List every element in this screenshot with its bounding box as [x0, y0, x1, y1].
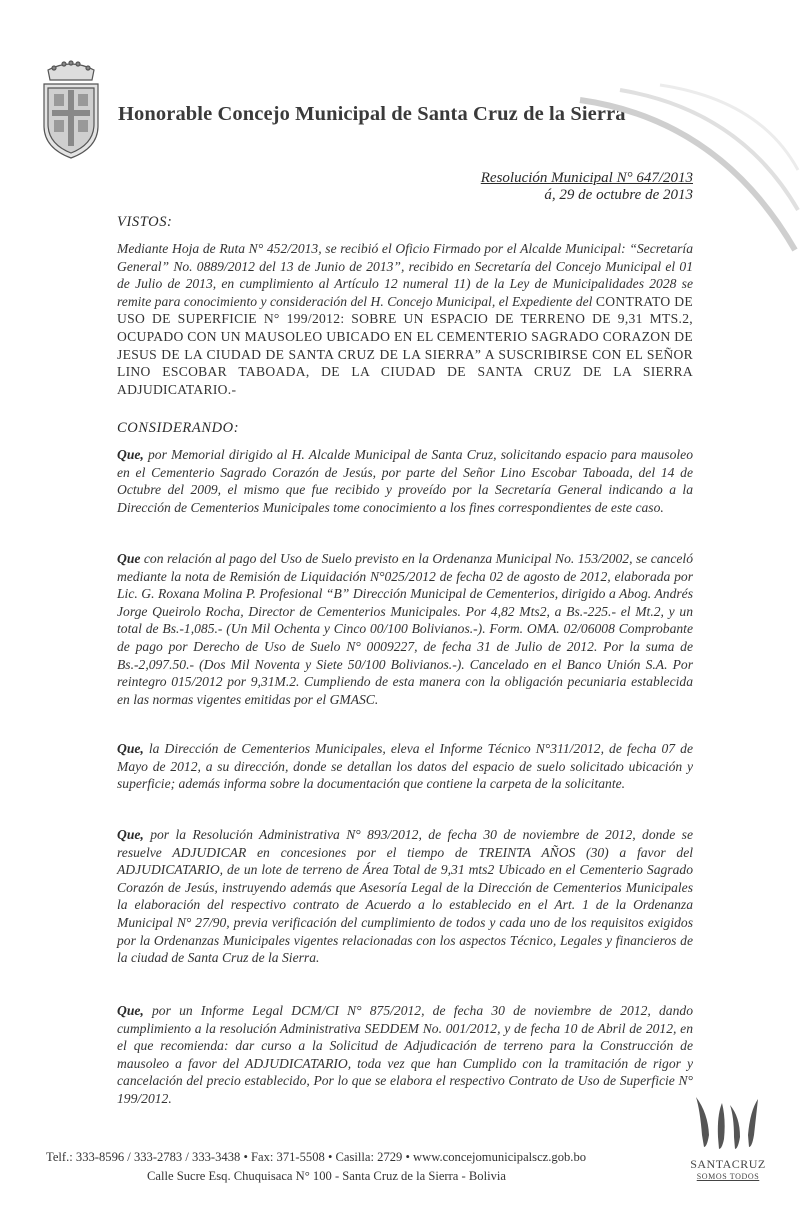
considerando-paragraph-2: [117, 550, 693, 708]
decorative-swoosh: [560, 60, 800, 260]
paragraph-lead: Que,: [117, 1003, 144, 1018]
paragraph-text: por un Informe Legal DCM/CI N° 875/2012, de fecha 30 de noviembre de 2012, dando cumplimiento a la resolución Administrativa SEDDEM No. 001/2012, y de fecha 10 de Abril de 2012, en el que recomienda: dar curso a la Solicitud de Adjudicación de terreno para la Construcción de mausoleo a favor del ADJUDICATARIO, toda vez que han Cumplido con la tramitación de rigor y cancelación del precio establecido, Por lo que se elabora el respectivo Contrato de Uso de Superficie N° 199/2012.: [117, 1003, 693, 1106]
vistos-contract-caps: CONTRATO DE USO DE SUPERFICIE N° 199/2012: SOBRE UN ESPACIO DE TERRENO DE 9,31 MTS.2, OCUPADO CON UN MAUSOLEO UBICADO EN EL CEMENTERIO SAGRADO CORAZON DE JESUS DE LA CIUDAD DE SANTA CRUZ DE LA SIERRA” A SUSCRIBIRSE CON EL SEÑOR LINO ESCOBAR TABOADA, DE LA CIUDAD DE SANTA CRUZ DE LA SIERRA ADJUDICATARIO.-: [117, 293, 693, 397]
logo-tagline: SOMOS TODOS: [696, 1172, 760, 1181]
paragraph-text: por Memorial dirigido al H. Alcalde Municipal de Santa Cruz, solicitando espacio para mausoleo en el Cementerio Sagrado Corazón de Jesús, por parte del Señor Lino Escobar Taboada, del 14 de Octubre del 2009, el mismo que fue recibido y proveído por la Secretaría General indicando a la Dirección de Cementerios Municipales tome conocimiento a los fines correspondientes de este caso.: [117, 447, 693, 515]
footer-address: Calle Sucre Esq. Chuquisaca N° 100 - Santa Cruz de la Sierra - Bolivia: [147, 1169, 506, 1183]
resolution-date: á, 29 de octubre de 2013: [544, 187, 693, 203]
paragraph-text: con relación al pago del Uso de Suelo previsto en la Ordenanza Municipal No. 153/2002, se canceló mediante la nota de Remisión de Liquidación N°025/2012 de fecha 02 de agosto de 2012, elaborada por Lic. G. Roxana Molina P. Profesional “B” Dirección Municipal de Cementerios, dirigido a Abog. Andrés Jorge Queirolo Rocha, Director de Cementerios Municipales. Por 4,82 Mts2, a Bs.-225.- el Mt.2, y un total de Bs.-1,085.- (Un Mil Ochenta y Cinco 00/100 Bolivianos.-). Form. OMA. 02/06008 Comprobante de pago por Derecho de Uso de Suelo N° 0009227, de fecha 31 de Julio de 2012. Por la suma de Bs.-2,097.50.- (Dos Mil Noventa y Siete 50/100 Bolivianos.-). Cancelado en el Banco Unión S.A. Por reintegro 015/2012 por 9,31M.2. Cumpliendo de esta manera con la obligación pecuniaria establecida en las normas vigentes emitidas por el GMASC.: [117, 551, 693, 707]
organization-title: Honorable Concejo Municipal de Santa Cruz de la Sierra: [118, 103, 626, 125]
footer-contact: Telf.: 333-8596 / 333-2783 / 333-3438 • Fax: 371-5508 • Casilla: 2729 • www.concejomunicipalscz.gob.bo: [46, 1150, 587, 1164]
paragraph-lead: Que,: [117, 741, 144, 756]
considerando-paragraph-1: [117, 446, 693, 516]
paragraph-text: por la Resolución Administrativa N° 893/2012, de fecha 30 de noviembre de 2012, donde se resuelve ADJUDICAR en concesiones por el tiempo de TREINTA AÑOS (30) a favor del ADJUDICATARIO, de un lote de terreno de Área Total de 9,31 mts2 Ubicado en el Cementerio Sagrado Corazón de Jesús, instruyendo además que Asesoría Legal de la Dirección de Cementerios Municipales la elaboración del respectivo contrato de Acuerdo a lo establecido en el Art. 1 de la Ordenanza Municipal N° 27/90, previa verificación del cumplimiento de todos y cada uno de los requisitos exigidos por la Ordenanzas Municipales vigentes relacionadas con los aspectos Técnico, Legales y financieros de la ciudad de Santa Cruz de la Sierra.: [117, 827, 693, 966]
paragraph-text: la Dirección de Cementerios Municipales, eleva el Informe Técnico N°311/2012, de fecha 07 de Mayo de 2012, a su dirección, donde se detallan los datos del espacio de suelo solicitado ubicación y superficie; además informa sobre la documentación que contiene la carpeta de la solicitante.: [117, 741, 693, 792]
considerando-paragraph-3: [117, 740, 693, 793]
considerando-heading: CONSIDERANDO:: [117, 420, 240, 436]
coat-of-arms-icon: [40, 60, 102, 160]
vistos-text: Mediante Hoja de Ruta N° 452/2013, se recibió el Oficio Firmado por el Alcalde Municipal: “Secretaría General” No. 0889/2012 del 13 de Junio de 2013”, recibido en Secretaría del Concejo Municipal el 01 de Julio de 2013, en cumplimiento al Artículo 12 numeral 11) de la Ley de Municipalidades 2028 se remite para conocimiento y consideración del H. Concejo Municipal, el Expediente del: [117, 241, 693, 309]
considerando-paragraph-5: [117, 1002, 693, 1108]
paragraph-lead: Que: [117, 551, 141, 566]
paragraph-lead: Que,: [117, 447, 144, 462]
vistos-paragraph: [117, 240, 693, 398]
vistos-heading: VISTOS:: [117, 214, 173, 230]
considerando-paragraph-4: [117, 826, 693, 967]
paragraph-lead: Que,: [117, 827, 144, 842]
resolution-number: Resolución Municipal N° 647/2013: [480, 170, 693, 186]
logo-name: SANTACRUZ: [690, 1157, 766, 1171]
